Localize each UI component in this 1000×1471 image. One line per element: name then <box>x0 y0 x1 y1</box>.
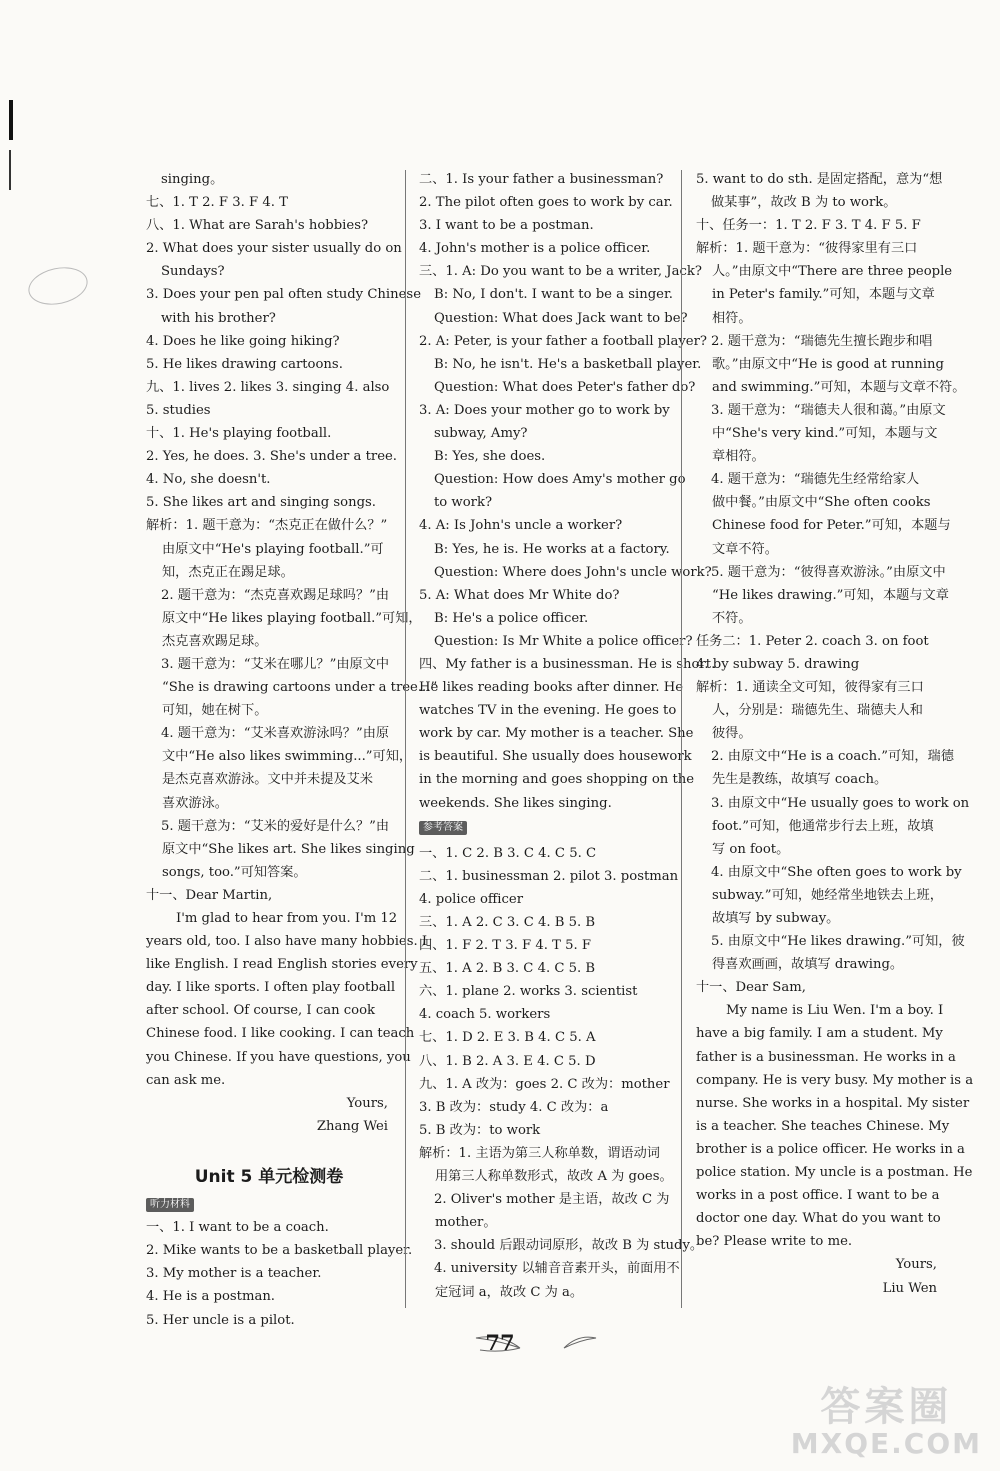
text-line: 九、1. A 改为：goes 2. C 改为：mother <box>419 1076 670 1092</box>
text-line: 二、1. Is your father a businessman? <box>419 172 664 187</box>
text-line: 5. 题干意为：“彼得喜欢游泳。”由原文中 <box>711 564 946 580</box>
text-line: is a teacher. She teaches Chinese. My <box>696 1118 950 1134</box>
listening-lines <box>146 1216 413 1331</box>
text-line: 七、1. T 2. F 3. F 4. T <box>146 195 288 211</box>
text-line: 文章不符。 <box>712 541 778 557</box>
column-divider-2 <box>681 170 682 1308</box>
text-line: 解析：1. 题干意为：“彼得家里有三口 <box>696 241 918 257</box>
text-line: and swimming.”可知，本题与文章不符。 <box>712 379 966 395</box>
text-line: 相符。 <box>712 310 752 326</box>
text-line: 用第三人称单数形式，故改 A 为 goes。 <box>435 1169 673 1185</box>
text-line: singing。 <box>161 172 224 187</box>
text-line: 4. 题干意为：“瑞德先生经常给家人 <box>711 472 920 488</box>
answer-key-tag: 参考答案 <box>419 821 467 835</box>
text-line: Question: Where does John's uncle work? <box>434 564 712 580</box>
stamp-mark <box>25 262 91 310</box>
text-line: I'm glad to hear from you. I'm 12 <box>176 911 398 926</box>
text-line: B: Yes, she does. <box>434 449 546 465</box>
text-line: 5. studies <box>146 402 211 418</box>
text-line: 3. 由原文中“He usually goes to work on <box>711 795 970 811</box>
text-line: 由原文中“He's playing football.”可 <box>162 541 384 557</box>
text-line: Question: Is Mr White a police officer? <box>434 633 693 649</box>
text-line: My name is Liu Wen. I'm a boy. I <box>726 1003 944 1019</box>
text-line: 是杰克喜欢游泳。文中并未提及艾米 <box>162 772 373 788</box>
text-line: 六、1. plane 2. works 3. scientist <box>419 984 638 1000</box>
text-line: 十、1. He's playing football. <box>146 426 332 442</box>
column-middle <box>419 168 716 1304</box>
text-line: 人。”由原文中“There are three people <box>712 264 953 280</box>
text-line: B: No, he isn't. He's a basketball player. <box>434 356 702 372</box>
text-line: 十一、Dear Martin, <box>146 887 273 903</box>
text-line: Question: What does Jack want to be? <box>434 310 688 326</box>
text-line: B: No, I don't. I want to be a singer. <box>434 287 674 303</box>
text-line: Question: How does Amy's mother go <box>434 472 686 488</box>
text-line: weekends. She likes singing. <box>419 795 612 811</box>
text-line: 中“She's very kind.”可知，本题与文 <box>712 426 938 442</box>
text-line: 文中“He also likes swimming...”可知， <box>162 749 413 765</box>
text-line: 人，分别是：瑞德先生、瑞德夫人和 <box>712 703 923 719</box>
text-line: 一、1. C 2. B 3. C 4. C 5. C <box>419 845 597 861</box>
text-line: have a big family. I am a student. My <box>696 1026 943 1042</box>
text-line: 三、1. A: Do you want to be a writer, Jack? <box>419 264 702 280</box>
leaf-ornament-right-icon <box>560 1328 600 1358</box>
text-line: 解析：1. 通读全文可知，彼得家有三口 <box>696 680 924 696</box>
text-line: 2. 题干意为：“瑞德先生擅长跑步和唱 <box>711 333 933 349</box>
text-line: in Peter's family.”可知，本题与文章 <box>712 287 935 303</box>
text-line: with his brother? <box>161 310 276 326</box>
text-line: 杰克喜欢踢足球。 <box>162 633 268 649</box>
text-line: 4. by subway 5. drawing <box>696 656 860 672</box>
text-line: work by car. My mother is a teacher. She <box>419 726 694 742</box>
text-line: 5. 题干意为：“艾米的爱好是什么？”由 <box>161 818 390 834</box>
text-line: 5. A: What does Mr White do? <box>419 587 620 603</box>
text-line: subway.”可知，她经常坐地铁去上班， <box>712 887 943 903</box>
text-line: 彼得。 <box>712 726 752 742</box>
text-line: 写 on foot。 <box>712 841 790 857</box>
text-line: B: Yes, he is. He works at a factory. <box>434 541 670 557</box>
text-line: 5. She likes art and singing songs. <box>146 495 377 511</box>
text-line: is beautiful. She usually does housework <box>419 749 692 765</box>
answer-key-lines <box>419 842 704 1304</box>
watermark-line2: MXQE.COM <box>790 1427 982 1460</box>
text-line: watches TV in the evening. He goes to <box>419 703 677 719</box>
text-line: works in a post office. I want to be a <box>696 1188 940 1204</box>
column-middle-lines <box>419 168 716 815</box>
text-line: 歌。”由原文中“He is good at running <box>712 356 944 372</box>
text-line: to work? <box>434 495 493 511</box>
text-line: 4. 题干意为：“艾米喜欢游泳吗？”由原 <box>161 726 390 742</box>
text-line: 2. Mike wants to be a basketball player. <box>146 1243 413 1259</box>
text-line: 解析：1. 题干意为：“杰克正在做什么？” <box>146 518 388 534</box>
text-line: 2. Oliver's mother 是主语，故改 C 为 <box>434 1192 670 1208</box>
text-line: 3. I want to be a postman. <box>419 218 594 234</box>
text-line: day. I like sports. I often play football <box>146 980 396 996</box>
text-line: in the morning and goes shopping on the <box>419 772 695 788</box>
text-line: Yours, <box>346 1095 388 1111</box>
text-line: 八、1. B 2. A 3. E 4. C 5. D <box>419 1053 596 1069</box>
text-line: “He likes drawing.”可知，本题与文章 <box>712 587 949 603</box>
column-left-lines <box>146 168 438 1138</box>
text-line: 得喜欢画画，故填写 drawing。 <box>712 957 904 973</box>
text-line: 5. Her uncle is a pilot. <box>146 1312 295 1328</box>
text-line: 5. 由原文中“He likes drawing.”可知，彼 <box>711 934 965 950</box>
watermark <box>791 1385 982 1459</box>
text-line: 十一、Dear Sam, <box>696 980 806 996</box>
text-line: nurse. She works in a hospital. My sister <box>696 1095 970 1111</box>
watermark-line1: 答案圈 <box>820 1384 953 1430</box>
text-line: 八、1. What are Sarah's hobbies? <box>146 218 369 234</box>
text-line: 做某事”，故改 B 为 to work。 <box>711 195 897 211</box>
text-line: 3. should 后跟动词原形，故改 B 为 study。 <box>434 1238 704 1254</box>
text-line: Yours, <box>895 1257 937 1273</box>
column-right-lines <box>696 168 974 1300</box>
text-line: 一、1. I want to be a coach. <box>146 1220 329 1236</box>
binder-mark-thin <box>9 150 11 190</box>
text-line: 4. Does he like going hiking? <box>146 333 340 349</box>
text-line: 2. What does your sister usually do on <box>146 241 402 257</box>
text-line: 喜欢游泳。 <box>162 795 228 811</box>
text-line: 可知，她在树下。 <box>162 703 268 719</box>
text-line: “She is drawing cartoons under a tree...” <box>162 680 438 696</box>
text-line: 4. He is a postman. <box>146 1289 276 1305</box>
text-line: years old, too. I also have many hobbies. I <box>146 934 428 950</box>
text-line: 2. The pilot often goes to work by car. <box>419 195 673 211</box>
text-line: 三、1. A 2. C 3. C 4. B 5. B <box>419 915 596 930</box>
text-line: 原文中“He likes playing football.”可知， <box>162 610 422 626</box>
text-line: 不符。 <box>712 610 752 626</box>
text-line: 做中餐。”由原文中“She often cooks <box>712 495 931 511</box>
column-divider-1 <box>405 170 406 1308</box>
text-line: be? Please write to me. <box>696 1234 853 1250</box>
text-line: doctor one day. What do you want to <box>696 1211 941 1227</box>
text-line: you Chinese. If you have questions, you <box>146 1049 411 1065</box>
text-line: 2. Yes, he does. 3. She's under a tree. <box>146 449 397 465</box>
text-line: 3. Does your pen pal often study Chinese <box>146 287 421 303</box>
text-line: 十、任务一：1. T 2. F 3. T 4. F 5. F <box>696 218 921 234</box>
text-line: 4. A: Is John's uncle a worker? <box>419 518 623 534</box>
text-line: Chinese food. I like cooking. I can teach <box>146 1026 415 1042</box>
text-line: 故填写 by subway。 <box>712 911 840 926</box>
text-line: 3. B 改为：study 4. C 改为：a <box>419 1099 609 1115</box>
text-line: 3. A: Does your mother go to work by <box>419 402 670 418</box>
text-line: mother。 <box>435 1215 497 1231</box>
page-number: 77 <box>485 1330 515 1355</box>
text-line: 4. university 以辅音音素开头，前面用不 <box>434 1261 680 1277</box>
text-line: 2. 题干意为：“杰克喜欢踢足球吗？”由 <box>161 587 390 603</box>
text-line: 3. 题干意为：“瑞德夫人很和蔼。”由原文 <box>711 402 946 418</box>
text-line: B: He's a police officer. <box>434 610 589 626</box>
column-right <box>696 168 974 1300</box>
text-line: like English. I read English stories every <box>146 957 418 973</box>
text-line: police station. My uncle is a postman. He <box>696 1165 973 1181</box>
text-line: 5. B 改为：to work <box>419 1122 541 1138</box>
text-line: brother is a police officer. He works in a <box>696 1141 965 1157</box>
binder-mark <box>9 100 13 140</box>
text-line: 4. 由原文中“She often goes to work by <box>711 864 962 880</box>
text-line: 3. My mother is a teacher. <box>146 1266 322 1282</box>
text-line: 解析：1. 主语为第三人称单数，谓语动词 <box>419 1145 660 1161</box>
text-line: 九、1. lives 2. likes 3. singing 4. also <box>146 379 390 395</box>
text-line: company. He is very busy. My mother is a <box>696 1072 974 1088</box>
text-line: He likes reading books after dinner. He <box>419 680 684 696</box>
text-line: 章相符。 <box>712 449 765 465</box>
text-line: Liu Wen <box>882 1280 937 1296</box>
unit-title: Unit 5 单元检测卷 <box>194 1167 344 1188</box>
text-line: subway, Amy? <box>434 426 528 442</box>
text-line: Zhang Wei <box>316 1118 388 1134</box>
text-line: 先生是教练，故填写 coach。 <box>712 772 888 788</box>
text-line: 七、1. D 2. E 3. B 4. C 5. A <box>419 1030 596 1046</box>
text-line: 任务二：1. Peter 2. coach 3. on foot <box>696 633 929 649</box>
text-line: 3. 题干意为：“艾米在哪儿？”由原文中 <box>161 656 390 672</box>
text-line: 知，杰克正在踢足球。 <box>162 564 294 580</box>
text-line: foot.”可知，他通常步行去上班，故填 <box>712 818 934 834</box>
text-line: 5. He likes drawing cartoons. <box>146 356 343 372</box>
text-line: 原文中“She likes art. She likes singing <box>162 841 415 857</box>
text-line: 二、1. businessman 2. pilot 3. postman <box>419 868 679 884</box>
text-line: 4. coach 5. workers <box>419 1007 551 1023</box>
text-line: father is a businessman. He works in a <box>696 1049 956 1065</box>
text-line: 4. John's mother is a police officer. <box>419 241 651 257</box>
text-line: 四、My father is a businessman. He is short. <box>419 656 716 672</box>
text-line: 2. 由原文中“He is a coach.”可知，瑞德 <box>711 749 954 765</box>
column-left <box>146 168 438 1332</box>
listening-tag: 听力材料 <box>146 1198 194 1212</box>
text-line: 定冠词 a，故改 C 为 a。 <box>435 1284 584 1300</box>
text-line: 4. police officer <box>419 891 523 907</box>
text-line: after school. Of course, I can cook <box>146 1003 376 1019</box>
text-line: 5. want to do sth. 是固定搭配，意为“想 <box>696 172 943 187</box>
text-line: Sundays? <box>161 264 225 280</box>
text-line: 2. A: Peter, is your father a football player? <box>419 333 707 349</box>
text-line: 五、1. A 2. B 3. C 4. C 5. B <box>419 961 596 977</box>
text-line: can ask me. <box>146 1072 226 1088</box>
text-line: 4. No, she doesn't. <box>146 472 271 488</box>
text-line: songs, too.”可知答案。 <box>162 864 307 880</box>
text-line: Question: What does Peter's father do? <box>434 379 696 395</box>
text-line: Chinese food for Peter.”可知，本题与 <box>712 518 951 534</box>
text-line: 四、1. F 2. T 3. F 4. T 5. F <box>419 938 592 954</box>
